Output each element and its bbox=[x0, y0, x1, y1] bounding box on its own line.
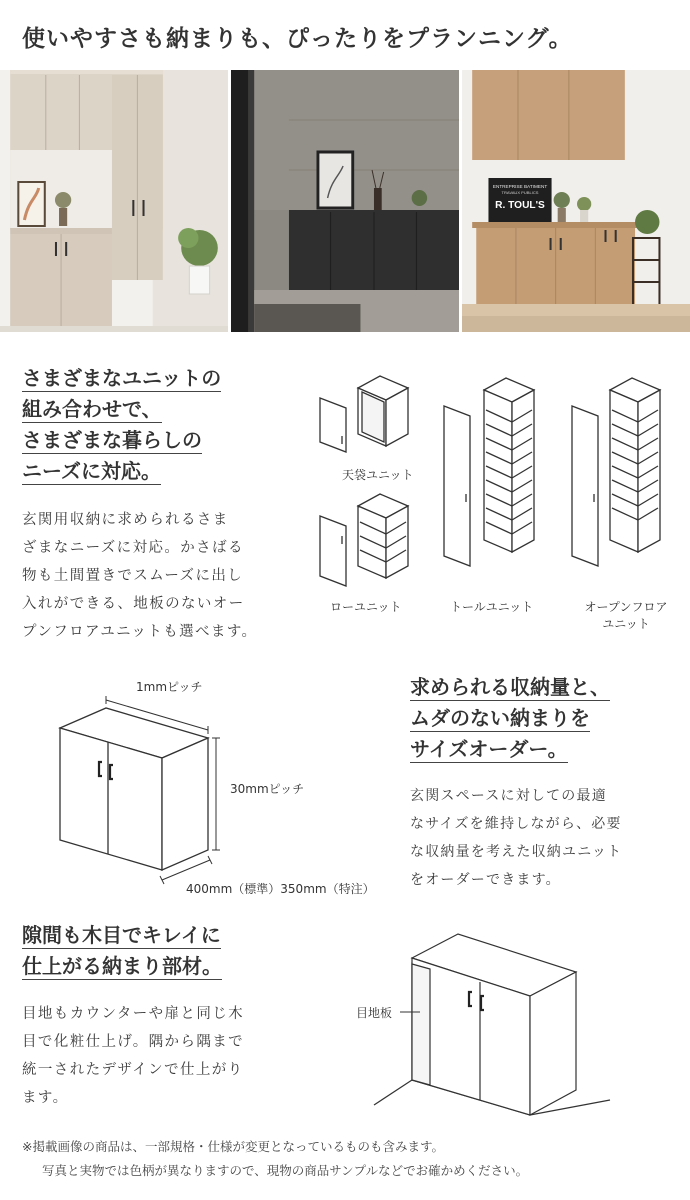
section2-body-line: をオーダーできます。 bbox=[410, 872, 561, 888]
section1-heading-line: ニーズに対応。 bbox=[22, 459, 161, 483]
photo-wood-cabinet bbox=[462, 70, 690, 332]
section1-body-line: 入れができる、地板のないオー bbox=[22, 596, 245, 612]
photo-black-floating-cabinet bbox=[231, 70, 459, 332]
footnote-line: ※掲載画像の商品は、一部規格・仕様が変更となっているものも含みます。 bbox=[22, 1139, 444, 1154]
section1-body-line: 物も土間置きでスムーズに出し bbox=[22, 568, 244, 584]
section2-heading-line: 求められる収納量と、 bbox=[410, 675, 610, 699]
cabinet-side bbox=[162, 738, 208, 870]
upper-unit-label: 天袋ユニット bbox=[342, 468, 414, 482]
section3-heading-line: 仕上がる納まり部材。 bbox=[22, 954, 222, 978]
page-title: 使いやすさも納まりも、ぴったりをプランニング。 bbox=[22, 26, 573, 52]
section3-body-line: 目地もカウンターや扉と同じ木 bbox=[22, 1006, 245, 1022]
photo-strip bbox=[0, 70, 690, 332]
sign-line-3: R. TOUL'S bbox=[495, 200, 545, 211]
section1-heading bbox=[22, 363, 221, 487]
width-pitch-label: 1mmピッチ bbox=[136, 680, 203, 694]
section2-body-line: な収納量を考えた収納ユニット bbox=[410, 844, 623, 860]
units-diagram bbox=[310, 360, 690, 640]
section1-body-line: ざまなニーズに対応。かさばる bbox=[22, 540, 244, 556]
footnote bbox=[22, 1135, 528, 1183]
tall-unit-door bbox=[444, 406, 470, 566]
section1-body-line: プンフロアユニットも選べます。 bbox=[22, 624, 258, 640]
section3-body bbox=[22, 1000, 244, 1112]
section1-heading-line: さまざまな暮らしの bbox=[22, 428, 202, 452]
tall-unit-label: トールユニット bbox=[450, 600, 534, 614]
section2-heading bbox=[410, 672, 610, 765]
photo-beige-tall-cabinet bbox=[0, 70, 228, 332]
sign-line-2: TRAVAUX PUBLICS bbox=[501, 190, 539, 195]
sign-line-1: ENTREPRISE BATIMENT bbox=[492, 184, 548, 189]
dimension-diagram bbox=[40, 670, 380, 900]
section1-body bbox=[22, 506, 257, 646]
section3-body-line: ます。 bbox=[22, 1090, 69, 1106]
open-floor-unit-door bbox=[572, 406, 598, 566]
height-pitch-label: 30mmピッチ bbox=[230, 782, 305, 796]
section3-body-line: 目で化粧仕上げ。隅から隅まで bbox=[22, 1034, 245, 1050]
section2-body-line: なサイズを維持しながら、必要 bbox=[410, 816, 622, 832]
section3-heading-line: 隙間も木目でキレイに bbox=[22, 923, 221, 947]
low-unit-label: ローユニット bbox=[330, 600, 402, 614]
depth-label: 400mm（標準）350mm（特注） bbox=[186, 882, 375, 896]
section2-heading-line: サイズオーダー。 bbox=[410, 737, 568, 761]
section1-heading-line: 組み合わせで、 bbox=[22, 397, 162, 421]
footnote-line: 写真と実物では色柄が異なりますので、現物の商品サンプルなどでお確かめください。 bbox=[42, 1163, 529, 1178]
section2-body-line: 玄関スペースに対しての最適 bbox=[410, 788, 607, 804]
section1-heading-line: さまざまなユニットの bbox=[22, 366, 222, 390]
section1-body-line: 玄関用収納に求められるさま bbox=[22, 512, 229, 528]
open-floor-unit-label bbox=[576, 598, 676, 632]
open-floor-unit-label-line: オープンフロア bbox=[584, 600, 668, 614]
section2-body bbox=[410, 782, 622, 894]
low-unit-door bbox=[320, 516, 346, 586]
trim-board-label: 目地板 bbox=[356, 1006, 393, 1020]
section3-heading bbox=[22, 920, 222, 982]
trim-diagram bbox=[350, 920, 680, 1120]
section2-heading-line: ムダのない納まりを bbox=[410, 706, 590, 730]
open-floor-unit-label-line: ユニット bbox=[602, 617, 650, 631]
section3-body-line: 統一されたデザインで仕上がり bbox=[22, 1062, 244, 1078]
